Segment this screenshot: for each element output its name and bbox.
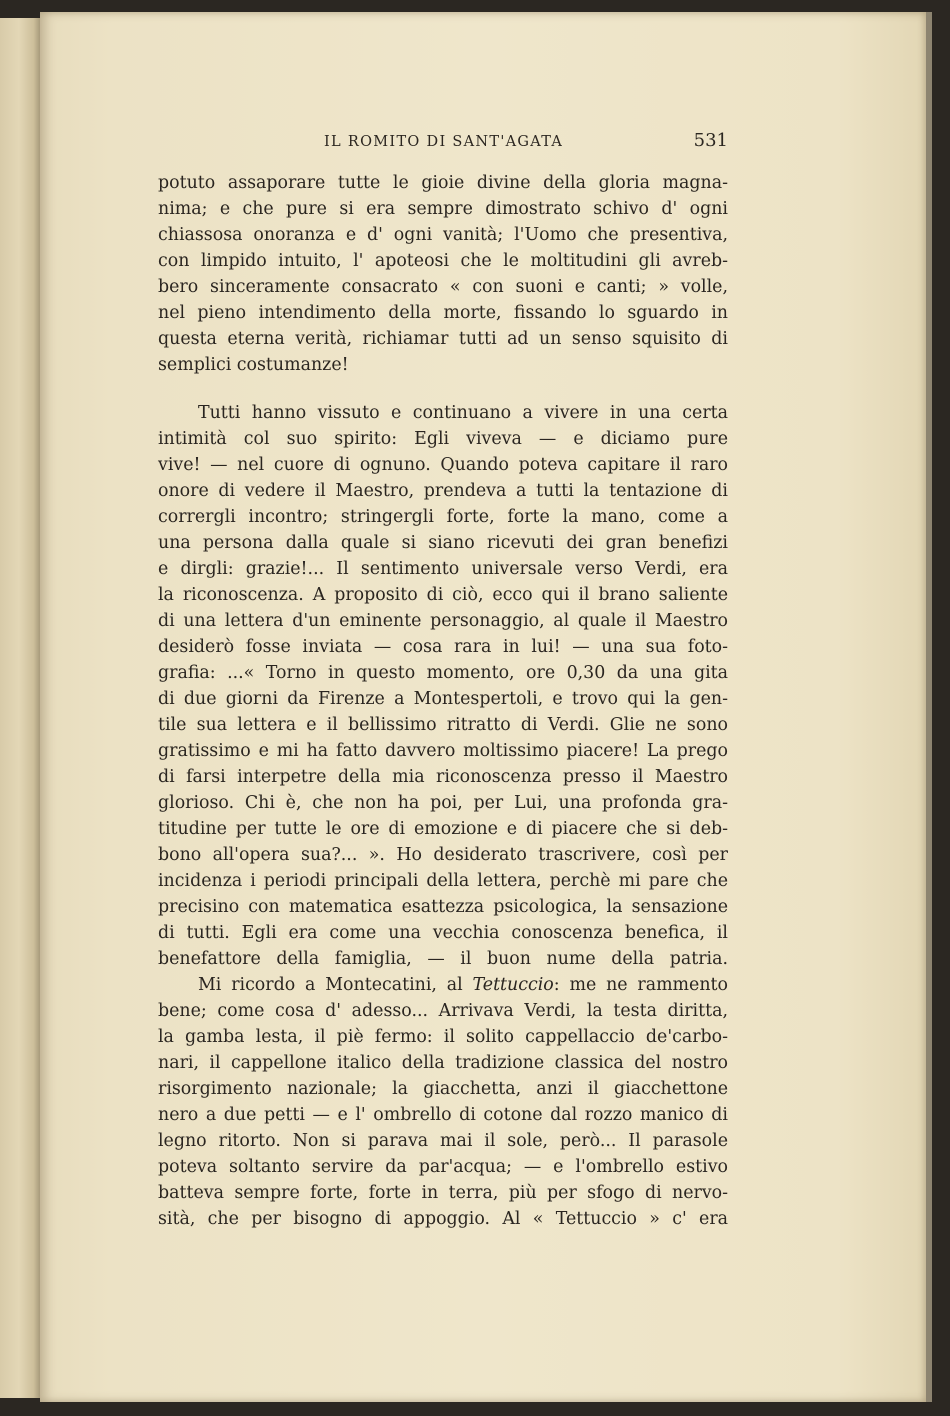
text-line: e dirgli: grazie!... Il sentimento universale verso Verdi, era (158, 559, 728, 579)
text-line: semplici costumanze! (158, 355, 349, 375)
text-body (158, 170, 728, 1232)
text-line: bene; come cosa d' adesso... Arrivava Verdi, la testa diritta, (158, 1001, 728, 1021)
text-line: la riconoscenza. A proposito di ciò, ecco qui il brano saliente (158, 585, 728, 605)
text-line: sità, che per bisogno di appoggio. Al « Tettuccio » c' era (158, 1209, 728, 1229)
text-line: batteva sempre forte, forte in terra, più per sfogo di nervo- (158, 1183, 728, 1203)
text-line: titudine per tutte le ore di emozione e di piacere che si deb- (158, 819, 728, 839)
text-line: poteva soltanto servire da par'acqua; — e l'ombrello estivo (158, 1157, 728, 1177)
text-fragment: Mi ricordo a Montecatini, al (198, 975, 473, 995)
page-edge-shadow (926, 12, 932, 1402)
text-line: di una lettera d'un eminente personaggio, al quale il Maestro (158, 611, 728, 631)
text-line: di tutti. Egli era come una vecchia conoscenza benefica, il (158, 923, 728, 943)
text-line: nero a due petti — e l' ombrello di cotone dal rozzo manico di (158, 1105, 728, 1125)
text-line: tile sua lettera e il bellissimo ritratto di Verdi. Glie ne sono (158, 715, 728, 735)
text-line: vive! — nel cuore di ognuno. Quando poteva capitare il raro (158, 455, 728, 475)
text-line: potuto assaporare tutte le gioie divine della gloria magna- (158, 173, 728, 193)
text-line: benefattore della famiglia, — il buon nume della patria. (158, 949, 728, 969)
text-line: gratissimo e mi ha fatto davvero moltissimo piacere! La prego (158, 741, 728, 761)
text-line: bono all'opera sua?... ». Ho desiderato trascrivere, così per (158, 845, 728, 865)
text-line: incidenza i periodi principali della lettera, perchè mi pare che (158, 871, 728, 891)
text-line: grafia: ...« Torno in questo momento, ore 0,30 da una gita (158, 663, 728, 683)
text-line: risorgimento nazionale; la giacchetta, anzi il giacchettone (158, 1079, 728, 1099)
text-line: chiassosa onoranza e d' ogni vanità; l'Uomo che presentiva, (158, 225, 728, 245)
text-fragment: : me ne rammento (553, 975, 728, 995)
text-line (158, 972, 728, 998)
text-line: corrergli incontro; stringergli forte, forte la mano, come a (158, 507, 728, 527)
text-line: nari, il cappellone italico della tradizione classica del nostro (158, 1053, 728, 1073)
text-line: nel pieno intendimento della morte, fissando lo sguardo in (158, 303, 728, 323)
running-title: IL ROMITO DI SANT'AGATA (324, 134, 564, 150)
italic-title: Tettuccio (472, 975, 554, 995)
page-header (158, 130, 728, 154)
text-line: precisino con matematica esattezza psicologica, la sensazione (158, 897, 728, 917)
text-line: questa eterna verità, richiamar tutti ad un senso squisito di (158, 329, 728, 349)
text-line: desiderò fosse inviata — cosa rara in lui! — una sua foto- (158, 637, 728, 657)
page-number: 531 (693, 130, 728, 151)
facing-page-edge (0, 18, 42, 1398)
text-line: glorioso. Chi è, che non ha poi, per Lui, una profonda gra- (158, 793, 728, 813)
text-line: bero sinceramente consacrato « con suoni e canti; » volle, (158, 277, 728, 297)
text-line: onore di vedere il Maestro, prendeva a tutti la tentazione di (158, 481, 728, 501)
text-line: legno ritorto. Non si parava mai il sole, però... Il parasole (158, 1131, 728, 1151)
text-line: intimità col suo spirito: Egli viveva — e diciamo pure (158, 429, 728, 449)
text-line: la gamba lesta, il piè fermo: il solito cappellaccio de'carbo- (158, 1027, 728, 1047)
text-line: nima; e che pure si era sempre dimostrato schivo d' ogni (158, 199, 728, 219)
text-line: con limpido intuito, l' apoteosi che le moltitudini gli avreb- (158, 251, 728, 271)
text-line: Tutti hanno vissuto e continuano a vivere in una certa (198, 403, 728, 423)
text-line: di farsi interpetre della mia riconoscenza presso il Maestro (158, 767, 728, 787)
text-line: una persona dalla quale si siano ricevuti dei gran benefizi (158, 533, 728, 553)
paragraph-gap (158, 378, 728, 400)
text-line: di due giorni da Firenze a Montespertoli, e trovo qui la gen- (158, 689, 728, 709)
